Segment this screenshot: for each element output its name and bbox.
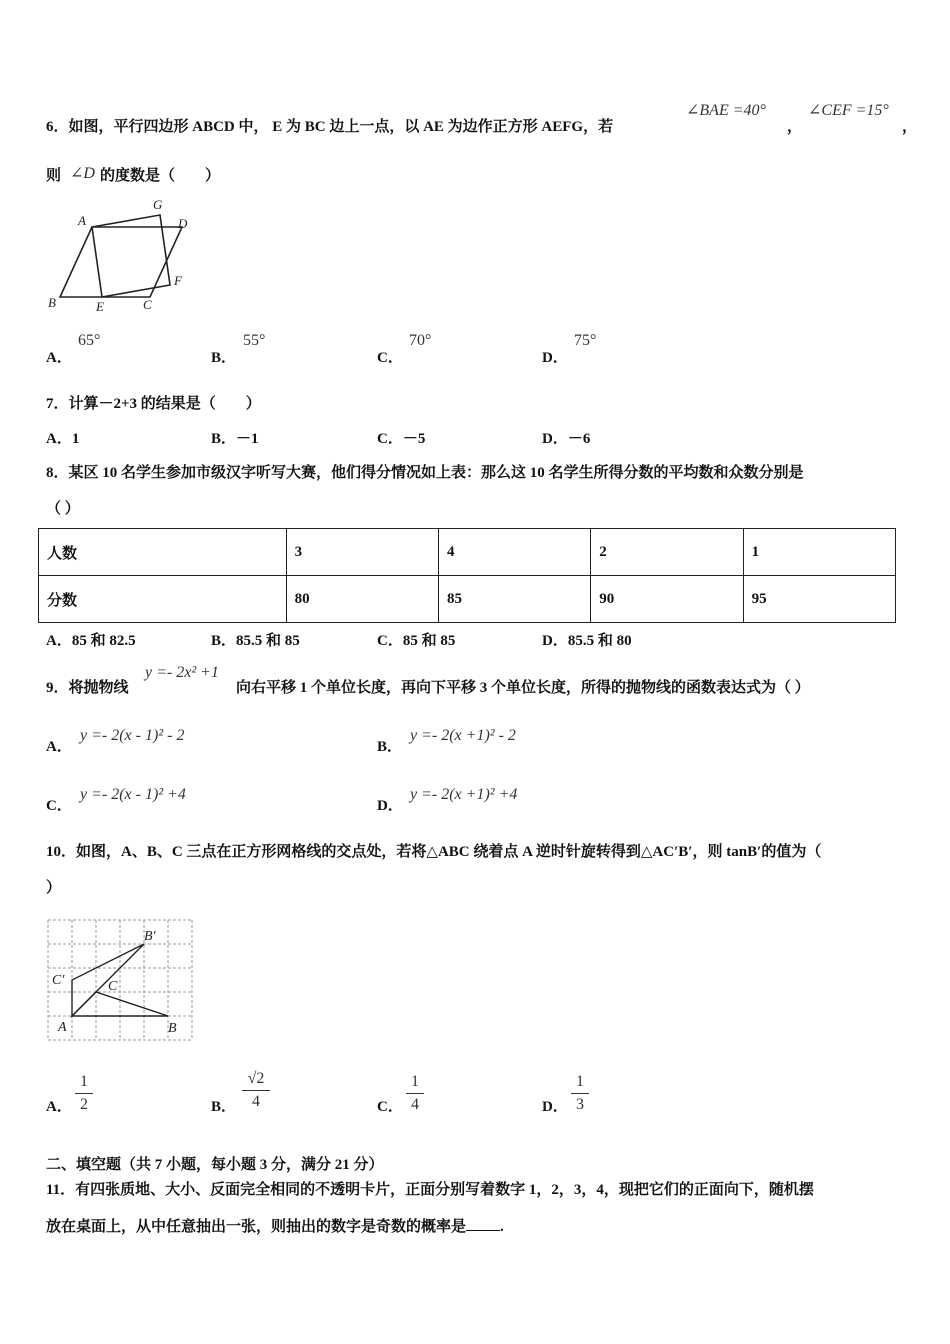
q6-comma: ， (787, 119, 803, 135)
fig6-label-g: G (153, 197, 163, 212)
q8-option-b-value: 85.5 和 85 (236, 633, 300, 649)
fraction-bar (75, 1093, 93, 1094)
fraction-numerator: 1 (576, 1073, 584, 1090)
q6-condition-bae: ∠BAE =40° (686, 102, 766, 119)
q7-option-b (211, 427, 259, 448)
table-cell: 90 (591, 576, 743, 623)
fraction-denominator: 4 (252, 1093, 260, 1110)
table-cell: 95 (743, 576, 895, 623)
q10-stem-close: ） (46, 880, 62, 896)
q8-option-c (377, 629, 455, 650)
q9-stem-pre: 9．将抛物线 (46, 680, 129, 696)
q6-stem: 6．如图，平行四边形 ABCD 中， E 为 BC 边上一点，以 AE 为边作正方形 AEFG，若 (46, 119, 614, 135)
q8-option-b-letter: B． (211, 633, 237, 649)
table-row (39, 576, 896, 623)
table-cell: 80 (286, 576, 438, 623)
q10-grid-figure (46, 918, 194, 1042)
fig6-label-c: C (143, 297, 152, 312)
q6-comma-2: ， (902, 119, 918, 135)
q6-option-a-letter: A． (46, 350, 72, 366)
q10-option-c-letter: C． (377, 1099, 403, 1115)
fig6-label-f: F (174, 273, 182, 288)
fig10-label-c-prime: C′ (52, 973, 65, 988)
q7-option-a-letter: A． (46, 431, 72, 447)
q9-stem-post: 向右平移 1 个单位长度，再向下平移 3 个单位长度，所得的抛物线的函数表达式为（ ） (236, 680, 810, 696)
fig10-label-b-prime: B′ (144, 929, 156, 944)
q9-option-b-letter: B． (377, 739, 403, 755)
q10-option-b-letter: B． (211, 1099, 237, 1115)
q6-parallelogram-figure (40, 193, 200, 315)
answer-blank[interactable] (466, 1230, 500, 1231)
fraction-bar (242, 1090, 270, 1091)
q9-option-a-value: y =- 2(x - 1)² - 2 (80, 727, 185, 744)
q9-option-d-letter: D． (377, 798, 403, 814)
q6-condition-cef: ∠CEF =15° (808, 102, 889, 119)
q7-option-c-value: －5 (402, 431, 426, 447)
q9-option-b-value: y =- 2(x +1)² - 2 (410, 727, 516, 744)
fig10-label-c: C (108, 979, 118, 994)
q11-line1: 11．有四张质地、大小、反面完全相同的不透明卡片，正面分别写着数字 1，2，3，4，现把它们的正面向下，随机摆 (46, 1182, 814, 1198)
table-cell: 85 (438, 576, 590, 623)
section-2-heading: 二、填空题（共 7 小题，每小题 3 分，满分 21 分） (46, 1157, 384, 1173)
table-row (39, 529, 896, 576)
q8-option-a-letter: A． (46, 633, 72, 649)
q9-option-c-letter: C． (46, 798, 72, 814)
q6-option-d-letter: D． (542, 350, 568, 366)
table-cell: 1 (743, 529, 895, 576)
fig6-label-b: B (48, 295, 56, 310)
fraction-denominator: 3 (576, 1096, 584, 1113)
q7-option-a-value: 1 (71, 431, 80, 447)
q10-option-d-letter: D． (542, 1099, 568, 1115)
q6-angle-d: ∠D (70, 165, 95, 182)
q8-score-table (38, 528, 896, 623)
q8-option-c-letter: C． (377, 633, 403, 649)
q9-option-d-value: y =- 2(x +1)² +4 (410, 786, 518, 803)
q6-option-c-letter: C． (377, 350, 403, 366)
q10-option-a-fraction (75, 1073, 93, 1114)
q7-option-b-letter: B． (211, 431, 237, 447)
q7-option-d-letter: D． (542, 431, 568, 447)
q9-option-a-letter: A． (46, 739, 72, 755)
fraction-bar (406, 1093, 424, 1094)
table-cell: 3 (286, 529, 438, 576)
fraction-bar (571, 1093, 589, 1094)
fig10-label-b: B (168, 1021, 177, 1036)
q8-option-d (542, 629, 632, 650)
q8-option-d-value: 85.5 和 80 (567, 633, 632, 649)
fig6-label-a: A (78, 213, 86, 228)
fraction-numerator: 1 (80, 1073, 88, 1090)
q6-line2-pre: 则 (46, 168, 62, 184)
q6-line2-post: 的度数是（ ） (100, 168, 221, 184)
q10-stem: 10．如图，A、B、C 三点在正方形网格线的交点处，若将△ABC 绕着点 A 逆时针旋转得到△AC′B′，则 tanB′的值为（ (46, 844, 822, 860)
fraction-numerator: √2 (247, 1070, 265, 1087)
fig10-label-a: A (58, 1020, 67, 1035)
q7-option-c-letter: C． (377, 431, 403, 447)
q11-line2-end: . (500, 1219, 504, 1235)
q8-stem-paren: （ ） (46, 501, 80, 517)
q6-option-b-value: 55° (243, 332, 266, 349)
q8-option-a-value: 85 和 82.5 (71, 633, 136, 649)
table-cell: 人数 (39, 529, 287, 576)
q11-line2-text: 放在桌面上，从中任意抽出一张，则抽出的数字是奇数的概率是 (46, 1219, 467, 1235)
q8-stem: 8．某区 10 名学生参加市级汉字听写大赛，他们得分情况如上表：那么这 10 名学生所得分数的平均数和众数分别是 (46, 465, 804, 481)
q6-option-d-value: 75° (574, 332, 597, 349)
q6-option-c-value: 70° (409, 332, 432, 349)
fraction-denominator: 4 (411, 1096, 419, 1113)
fig6-label-e: E (96, 299, 104, 314)
q8-option-b (211, 629, 300, 650)
q9-option-c-value: y =- 2(x - 1)² +4 (80, 786, 186, 803)
q6-option-a-value: 65° (78, 332, 101, 349)
q10-option-c-fraction (406, 1073, 424, 1114)
table-cell: 2 (591, 529, 743, 576)
q8-option-d-letter: D． (542, 633, 568, 649)
q10-option-d-fraction (571, 1073, 589, 1114)
fig6-label-d: D (178, 216, 188, 231)
q8-option-c-value: 85 和 85 (402, 633, 456, 649)
q10-option-a-letter: A． (46, 1099, 72, 1115)
q8-option-a (46, 629, 136, 650)
q7-option-b-value: －1 (236, 431, 259, 447)
fraction-denominator: 2 (80, 1096, 88, 1113)
q7-option-d-value: －6 (567, 431, 591, 447)
fraction-numerator: 1 (411, 1073, 419, 1090)
q6-option-b-letter: B． (211, 350, 237, 366)
table-cell: 分数 (39, 576, 287, 623)
q7-option-a (46, 427, 79, 448)
q7-option-d (542, 427, 590, 448)
table-cell: 4 (438, 529, 590, 576)
q11-line2 (46, 1215, 504, 1236)
q7-stem: 7．计算－2+3 的结果是（ ） (46, 396, 261, 412)
q7-option-c (377, 427, 425, 448)
q9-function: y =- 2x² +1 (145, 664, 219, 681)
q10-option-b-fraction (242, 1070, 270, 1111)
